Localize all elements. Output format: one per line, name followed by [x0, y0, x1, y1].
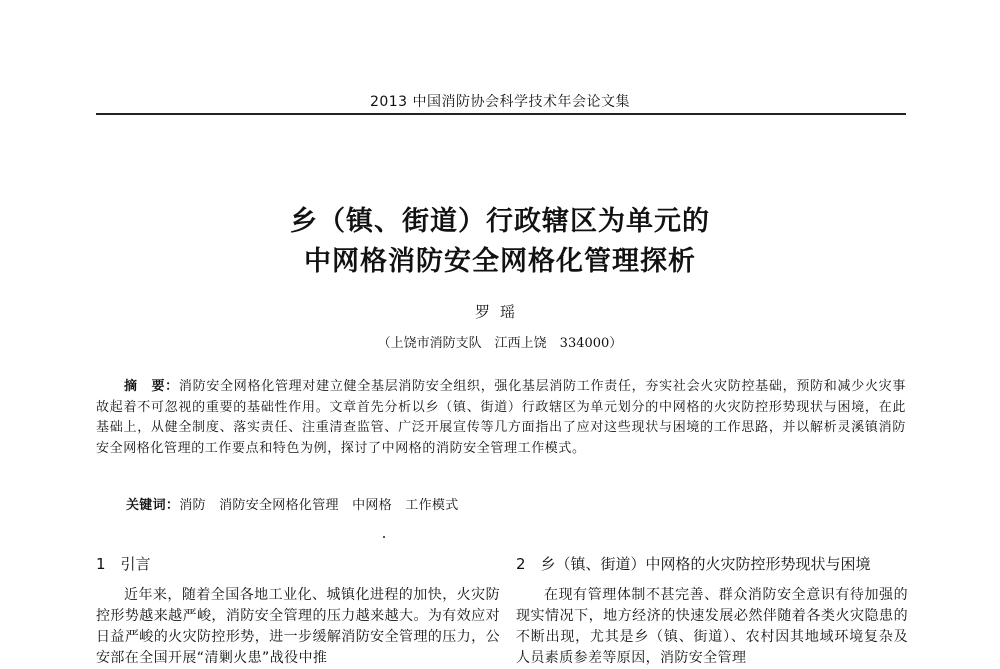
section-2-paragraph: 在现有管理体制不甚完善、群众消防安全意识有待加强的现实情况下，地方经济的快速发展必然伴随着各类火灾隐患的不断出现，尤其是乡（镇、街道）、农村因其地域环境复杂及人员素质参差等原因，消防安全管理 — [516, 587, 908, 666]
section-1-paragraph: 近年来，随着全国各地工业化、城镇化进程的加快，火灾防控形势越来越严峻，消防安全管理的压力越来越大。为有效应对日益严峻的火灾防控形势，进一步缓解消防安全管理的压力，公安部在全国开展“清剿火患”战役中推 — [96, 587, 500, 666]
left-column — [96, 585, 500, 669]
author-name: 罗瑶 — [474, 303, 525, 321]
abstract-text: 消防安全网格化管理对建立健全基层消防安全组织，强化基层消防工作责任，夯实社会火灾防控基础，预防和减少火灾事故起着不可忽视的重要的基础性作用。文章首先分析以乡（镇、街道）行政辖区为单元划分的中网格的火灾防控形势现状与困境，在此基础上，从健全制度、落实责任、注重清查监管、广泛开展宣传等几方面指出了应对这些现状与困境的工作思路，并以解析灵溪镇消防安全网格化管理的工作要点和特色为例，探讨了中网格的消防安全管理工作模式。 — [96, 379, 906, 456]
author-affiliation: （上饶市消防支队 江西上饶 334000） — [377, 336, 623, 351]
abstract — [96, 377, 906, 459]
keywords-label: 关键词： — [126, 498, 180, 513]
abstract-label: 摘 要： — [124, 379, 179, 394]
paper-title-line-2: 中网格消防安全网格化管理探析 — [304, 246, 696, 277]
keywords — [126, 494, 459, 513]
paper-title-line-1: 乡（镇、街道）行政辖区为单元的 — [290, 206, 710, 237]
section-heading-introduction: 1 引言 — [96, 555, 151, 573]
section-heading-situation: 2 乡（镇、街道）中网格的火灾防控形势现状与困境 — [516, 555, 871, 573]
keywords-text: 消防 消防安全网格化管理 中网格 工作模式 — [179, 498, 459, 513]
header-rule — [96, 113, 906, 115]
right-column — [516, 585, 908, 669]
stray-mark — [383, 536, 385, 538]
running-header: 2013 中国消防协会科学技术年会论文集 — [369, 94, 631, 110]
